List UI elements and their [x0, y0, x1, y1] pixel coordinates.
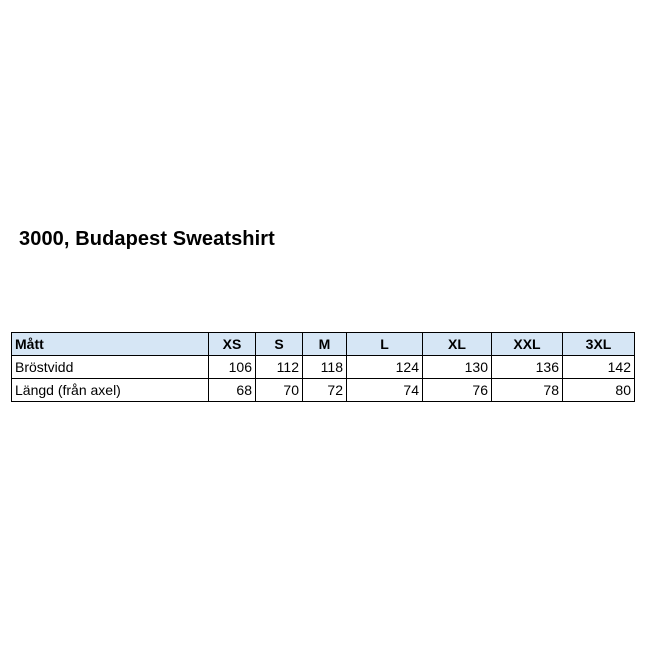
table-row-brostvidd: [12, 356, 635, 379]
size-chart-table: [11, 332, 635, 402]
header-size-3xl: 3XL: [563, 333, 635, 356]
table-cell: 76: [423, 379, 492, 402]
table-cell: 130: [423, 356, 492, 379]
table-cell: 78: [492, 379, 563, 402]
table-cell: 124: [347, 356, 423, 379]
header-size-s: S: [256, 333, 303, 356]
table-cell: 112: [256, 356, 303, 379]
table-cell: 106: [209, 356, 256, 379]
table-cell: 142: [563, 356, 635, 379]
table-cell: 80: [563, 379, 635, 402]
header-size-xl: XL: [423, 333, 492, 356]
page-title: 3000, Budapest Sweatshirt: [19, 228, 275, 250]
row-label-brostvidd: Bröstvidd: [12, 356, 209, 379]
table-cell: 74: [347, 379, 423, 402]
table-row-langd: [12, 379, 635, 402]
table-cell: 72: [303, 379, 347, 402]
table-cell: 118: [303, 356, 347, 379]
header-size-xxl: XXL: [492, 333, 563, 356]
table-cell: 136: [492, 356, 563, 379]
header-label-cell: Mått: [12, 333, 209, 356]
table-cell: 68: [209, 379, 256, 402]
table-header-row: [12, 333, 635, 356]
header-size-l: L: [347, 333, 423, 356]
table-cell: 70: [256, 379, 303, 402]
header-size-m: M: [303, 333, 347, 356]
row-label-langd: Längd (från axel): [12, 379, 209, 402]
header-size-xs: XS: [209, 333, 256, 356]
